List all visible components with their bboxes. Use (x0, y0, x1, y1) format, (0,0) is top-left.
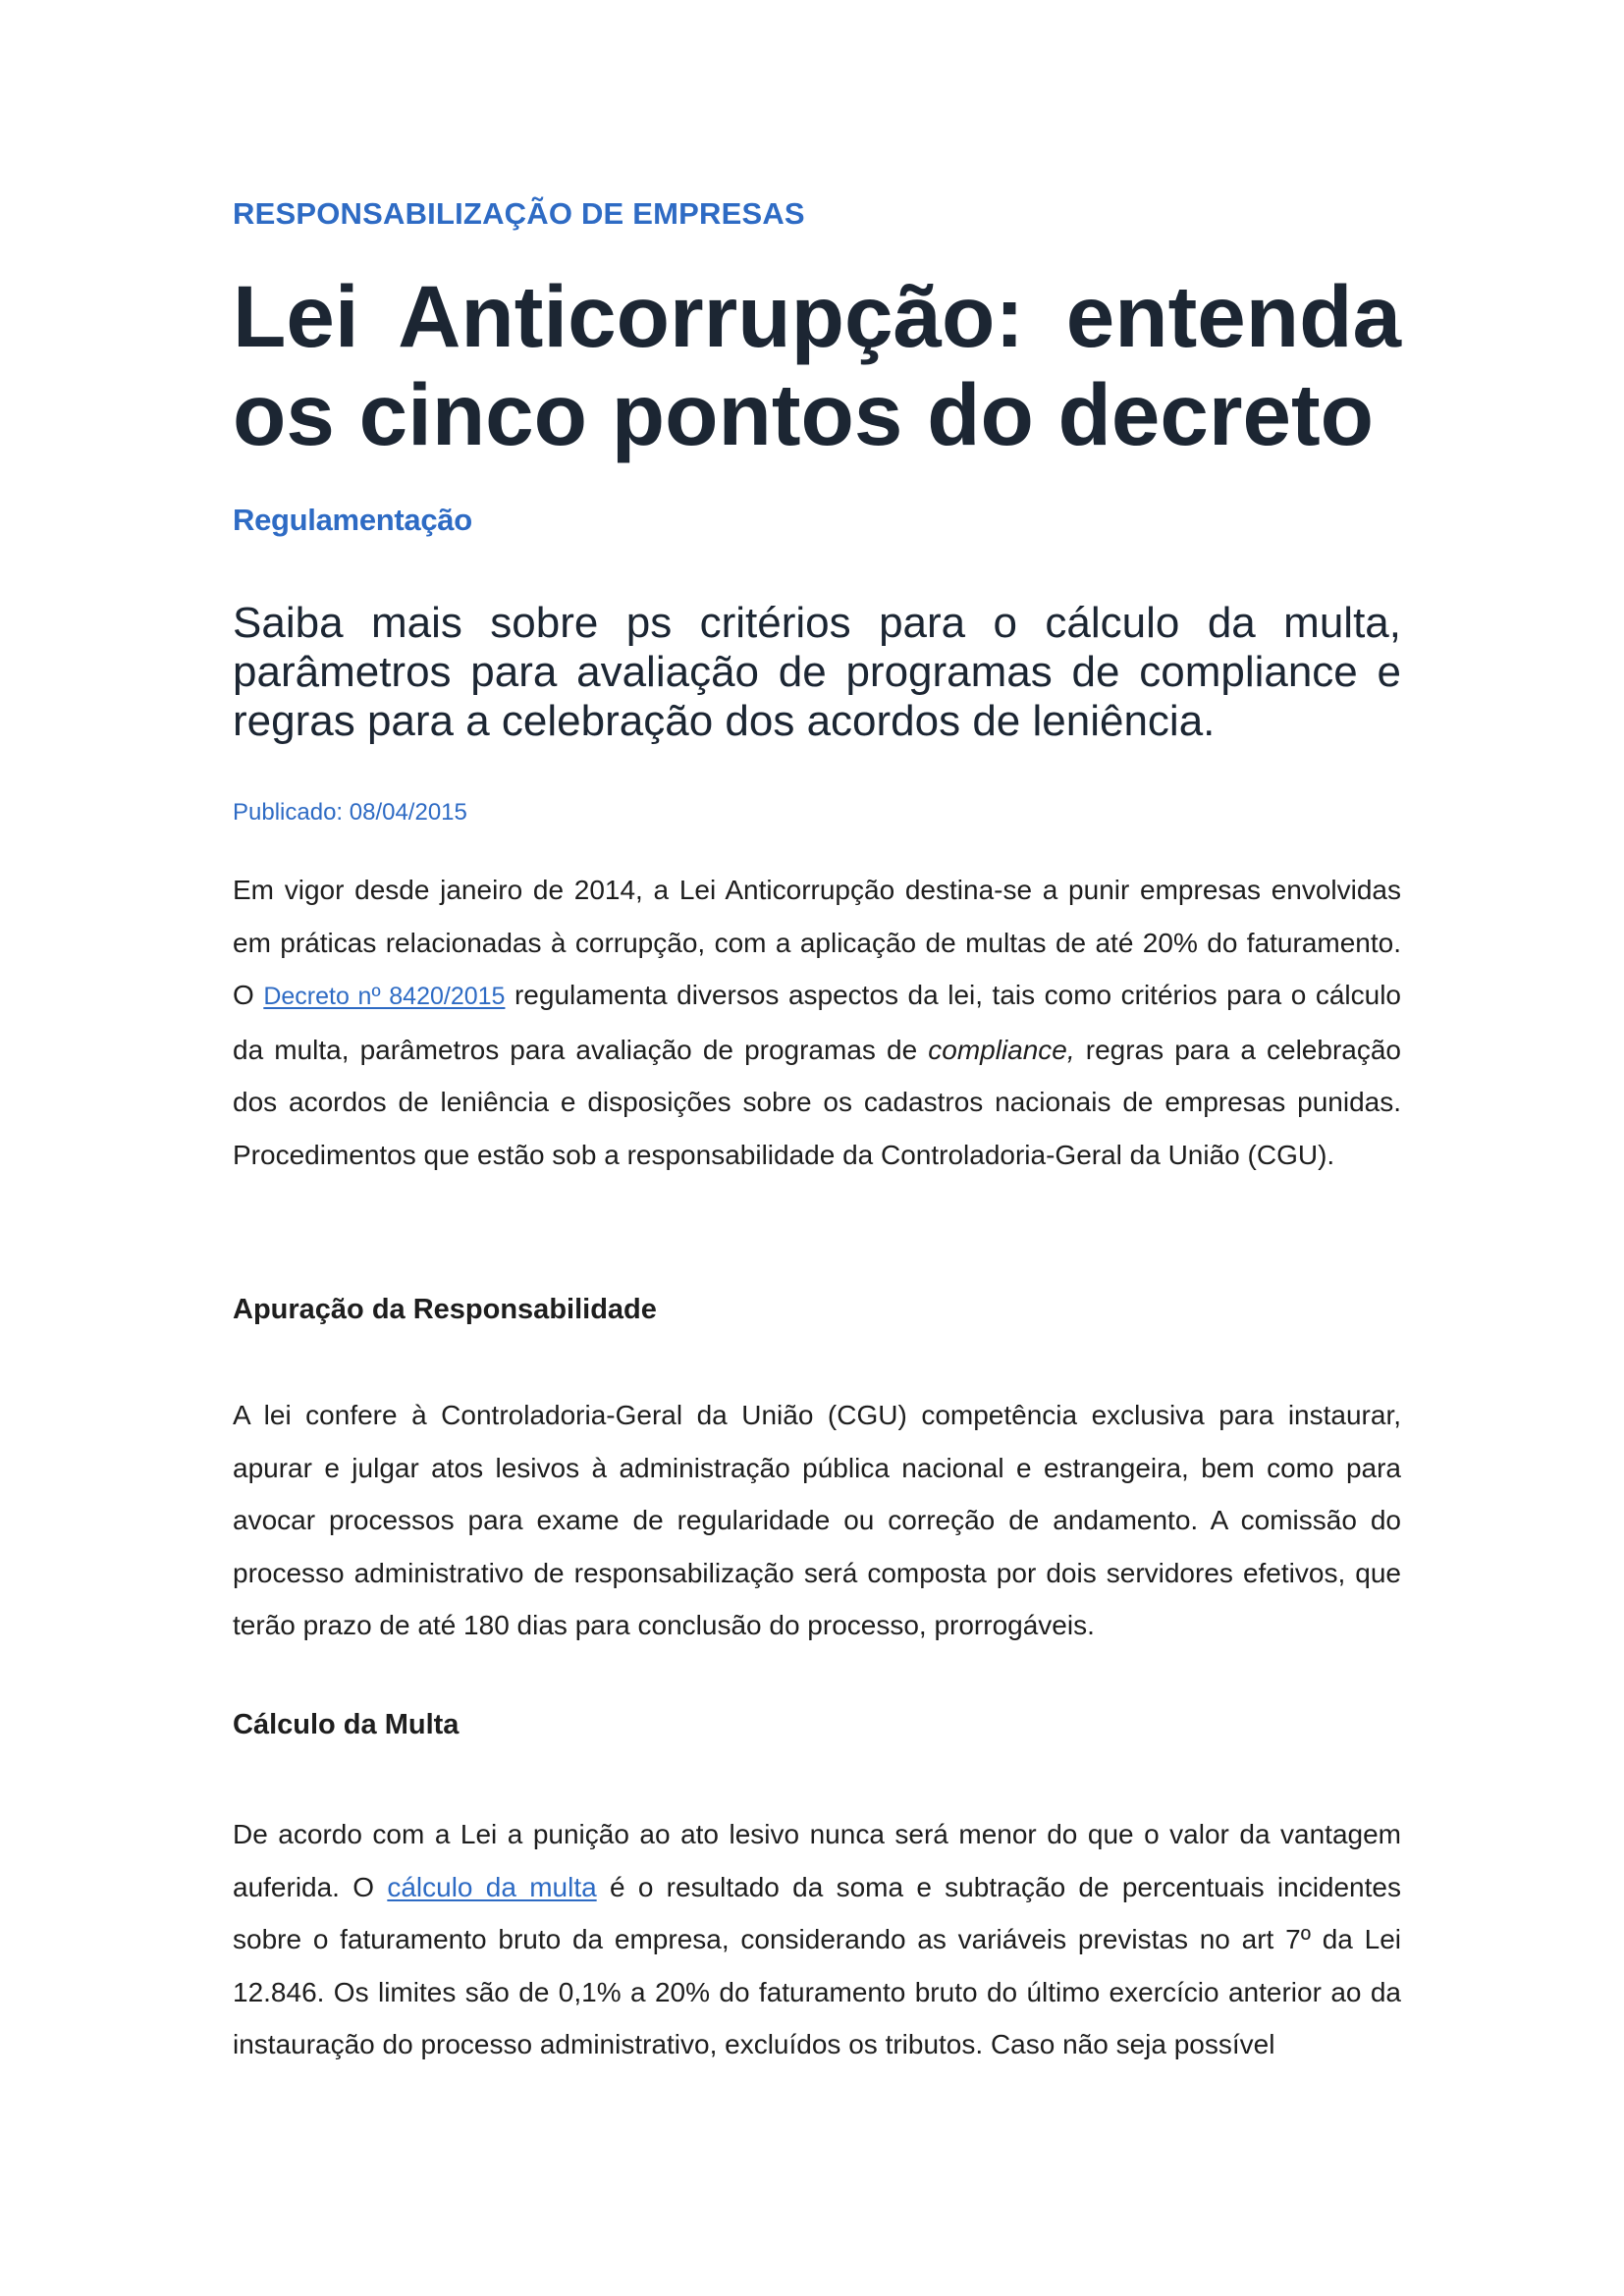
paragraph-intro (233, 864, 1401, 1181)
subsection-label: Regulamentação (233, 503, 472, 537)
calculo-multa-link[interactable]: cálculo da multa (387, 1871, 597, 1902)
paragraph-apuracao: A lei confere à Controladoria-Geral da União (CGU) competência exclusiva para instaurar, apurar e julgar atos lesivos à administração pública nacional e estrangeira, bem como para avocar processos para exame de regularidade ou correção de andamento. A comissão do processo administrativo de responsabilização será composta por dois servidores efetivos, que terão prazo de até 180 dias para conclusão do processo, prorrogáveis. (233, 1400, 1401, 1640)
paragraph-intro-part1: Em vigor desde janeiro de 2014, a Lei Anticorrupção destina-se a punir empresas envolvidas em práticas relacionadas à corrupção, com a aplicação de multas de até 20% do faturamento. O (233, 875, 1401, 1010)
paragraph-calculo-part2: é o resultado da soma e subtração de percentuais incidentes sobre o faturamento bruto da empresa, considerando as variáveis previstas no art 7º da Lei 12.846. Os limites são de 0,1% a 20% do faturamento bruto do último exercício anterior ao da instauração do processo administrativo, excluídos os tributos. Caso não seja possível (233, 1871, 1401, 2059)
published-date: Publicado: 08/04/2015 (233, 799, 467, 826)
paragraph-calculo-part1: De acordo com a Lei a punição ao ato lesivo nunca será menor do que o valor da vantagem auferida. O (233, 1819, 1401, 1902)
paragraph-intro-part2: regulamenta diversos aspectos da lei, tais como critérios para o cálculo da multa, parâmetros para avaliação de programas de (233, 980, 1401, 1065)
lead-text: Saiba mais sobre ps critérios para o cálculo da multa, parâmetros para avaliação de programas de compliance e regras para a celebração dos acordos de leniência. (233, 599, 1401, 745)
category-label: RESPONSABILIZAÇÃO DE EMPRESAS (233, 196, 805, 231)
compliance-italic: compliance, (928, 1034, 1075, 1065)
paragraph-intro-part3: regras para a celebração dos acordos de leniência e disposições sobre os cadastros nacionais de empresas punidas. Procedimentos que estão sob a responsabilidade da Controladoria-Geral da União (CGU). (233, 1034, 1401, 1170)
paragraph-calculo (233, 1808, 1401, 2071)
heading-apuracao: Apuração da Responsabilidade (233, 1294, 657, 1325)
decreto-link[interactable]: Decreto nº 8420/2015 (263, 983, 506, 1010)
heading-calculo: Cálculo da Multa (233, 1709, 460, 1740)
page-title: Lei Anticorrupção: entenda os cinco pontos do decreto (233, 267, 1401, 463)
